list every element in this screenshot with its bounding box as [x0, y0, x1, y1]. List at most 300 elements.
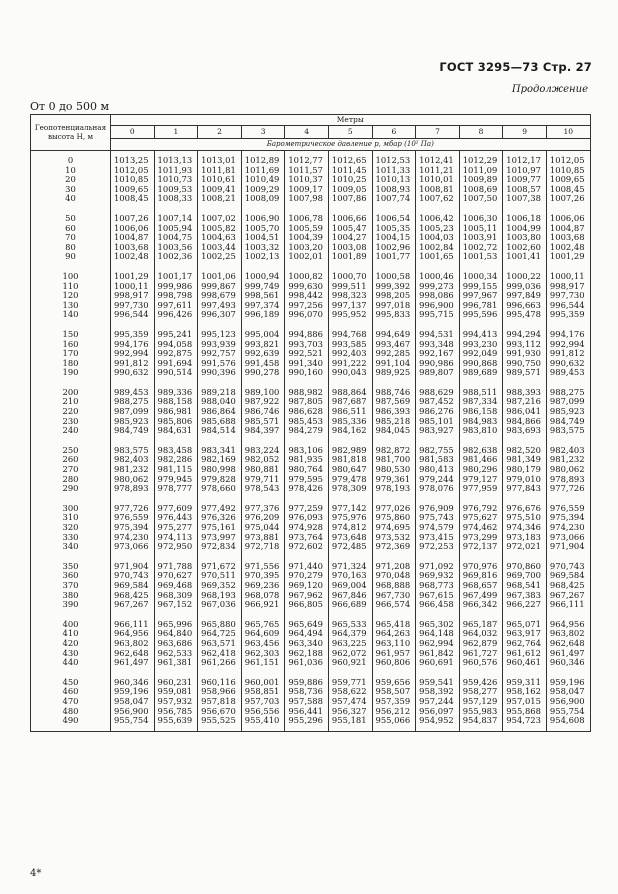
pressure-value: 981,349: [506, 454, 541, 465]
pressure-value: 994,294: [506, 328, 541, 339]
pressure-value: 1009,65: [113, 183, 149, 194]
pressure-cell: [241, 557, 285, 615]
pressure-cell: [285, 325, 329, 383]
height-value: 330: [62, 531, 79, 542]
pressure-value: 1005,23: [419, 222, 454, 233]
pressure-value: 995,952: [331, 309, 367, 320]
pressure-value: 994,531: [419, 328, 454, 339]
pressure-value: 962,648: [549, 637, 585, 648]
pressure-value: 974,462: [462, 522, 498, 532]
pressure-value: 984,983: [462, 415, 498, 426]
pressure-value: 972,718: [244, 541, 280, 552]
pressure-value: 965,302: [419, 618, 454, 629]
pressure-value: 972,834: [201, 541, 236, 552]
pressure-cell: [372, 209, 416, 267]
pressure-cell: [111, 441, 155, 499]
pressure-value: 988,040: [201, 396, 236, 407]
pressure-cell: [328, 499, 372, 557]
pressure-value: 980,998: [201, 464, 236, 475]
pressure-cell: [503, 441, 547, 499]
pressure-value: 1006,78: [288, 212, 323, 223]
pressure-value: 983,810: [462, 425, 498, 436]
pressure-value: 1010,85: [113, 174, 149, 185]
pressure-value: 987,099: [113, 406, 149, 417]
pressure-value: 1007,02: [201, 212, 236, 223]
pressure-value: 963,917: [506, 628, 541, 639]
pressure-value: 972,369: [375, 541, 411, 552]
height-cell: [31, 151, 111, 209]
pressure-cell: [198, 383, 242, 441]
pressure-value: 998,917: [113, 290, 149, 301]
pressure-value: 989,925: [375, 367, 411, 378]
pressure-cell: [285, 267, 329, 325]
pressure-value: 966,342: [462, 599, 498, 610]
pressure-value: 997,730: [549, 290, 585, 301]
pressure-value: 966,805: [288, 599, 323, 610]
pressure-value: 991,812: [549, 348, 585, 359]
height-value: 430: [62, 647, 79, 658]
pressure-value: 975,277: [157, 522, 193, 532]
pressure-value: 967,615: [419, 589, 454, 600]
pressure-value: 965,418: [375, 618, 411, 629]
pressure-cell: [372, 615, 416, 673]
height-value: 450: [62, 676, 79, 687]
pressure-value: 1010,49: [244, 174, 280, 185]
pressure-value: 955,181: [331, 715, 367, 726]
pressure-value: 975,044: [244, 522, 280, 532]
pressure-value: 985,923: [113, 415, 149, 426]
pressure-cell: [198, 325, 242, 383]
pressure-value: 961,497: [549, 647, 585, 658]
pressure-value: 959,541: [419, 676, 454, 687]
pressure-value: 974,812: [331, 522, 367, 532]
pressure-value: 974,695: [375, 522, 411, 532]
pressure-cell: [416, 499, 460, 557]
pressure-value: 982,052: [244, 454, 280, 465]
pressure-value: 960,461: [506, 657, 541, 668]
pressure-value: 961,381: [157, 657, 193, 668]
pressure-value: 976,093: [288, 512, 323, 523]
pressure-cell: [459, 325, 503, 383]
pressure-cell: [241, 615, 285, 673]
pressure-value: 986,158: [462, 406, 498, 417]
pressure-value: 991,930: [506, 348, 541, 359]
pressure-value: 992,049: [462, 348, 498, 359]
pressure-value: 980,413: [419, 464, 454, 475]
height-value: 340: [62, 541, 79, 552]
pressure-cell: [111, 673, 155, 731]
table-row-group: [31, 383, 591, 441]
pressure-value: 958,622: [331, 686, 367, 697]
pressure-value: 973,066: [549, 531, 585, 542]
height-value: 120: [62, 290, 79, 301]
pressure-value: 997,256: [288, 299, 323, 310]
table-row-group: [31, 151, 591, 209]
height-value: 140: [62, 309, 79, 320]
pressure-value: 1007,50: [462, 193, 498, 204]
pressure-value: 959,081: [157, 686, 193, 697]
height-value: 490: [62, 715, 79, 726]
pressure-cell: [285, 499, 329, 557]
height-cell: [31, 673, 111, 731]
pressure-value: 974,928: [288, 522, 323, 532]
pressure-value: 983,458: [157, 444, 193, 455]
pressure-value: 995,359: [549, 309, 585, 320]
pressure-value: 989,689: [462, 367, 498, 378]
pressure-value: 966,111: [113, 618, 149, 629]
pressure-value: 1008,33: [157, 193, 193, 204]
table-row-group: [31, 673, 591, 731]
height-value: 180: [62, 357, 79, 368]
table-row-group: [31, 615, 591, 673]
pressure-value: 991,576: [201, 357, 236, 368]
pressure-value: 967,383: [506, 589, 541, 600]
pressure-value: 970,279: [288, 570, 323, 581]
pressure-value: 963,225: [331, 637, 367, 648]
pressure-value: 962,188: [288, 647, 323, 658]
pressure-value: 992,994: [549, 338, 585, 349]
pressure-value: 963,456: [244, 637, 280, 648]
pressure-cell: [416, 151, 460, 209]
height-cell: [31, 441, 111, 499]
table-row-group: [31, 441, 591, 499]
pressure-cell: [111, 557, 155, 615]
pressure-value: 1013,01: [201, 155, 236, 165]
pressure-value: 970,163: [331, 570, 367, 581]
pressure-value: 1004,87: [549, 222, 585, 233]
pressure-cell: [111, 499, 155, 557]
pressure-value: 1013,25: [113, 155, 149, 165]
pressure-value: 998,323: [331, 290, 367, 301]
pressure-value: 964,379: [331, 628, 367, 639]
pressure-value: 1012,53: [375, 155, 411, 165]
pressure-cell: [111, 267, 155, 325]
pressure-value: 1012,41: [419, 155, 454, 165]
pressure-value: 1008,45: [113, 193, 149, 204]
height-value: 0: [67, 155, 74, 165]
pressure-value: 1000,70: [331, 270, 367, 281]
pressure-value: 971,904: [549, 541, 585, 552]
pressure-value: 969,004: [331, 579, 367, 590]
pressure-value: 972,485: [331, 541, 367, 552]
pressure-value: 967,267: [113, 599, 149, 610]
pressure-value: 963,340: [288, 637, 323, 648]
pressure-cell: [154, 499, 198, 557]
pressure-value: 961,151: [244, 657, 280, 668]
pressure-value: 1005,82: [201, 222, 236, 233]
pressure-value: 956,556: [244, 705, 280, 716]
pressure-value: 973,066: [113, 541, 149, 552]
pressure-cell: [241, 325, 285, 383]
pressure-value: 957,818: [201, 695, 236, 706]
pressure-value: 984,045: [375, 425, 411, 436]
pressure-value: 998,205: [375, 290, 411, 301]
pressure-value: 968,425: [549, 579, 585, 590]
pressure-value: 975,743: [419, 512, 454, 523]
height-value: 290: [62, 483, 79, 494]
pressure-value: 992,521: [288, 348, 323, 359]
pressure-value: 985,101: [419, 415, 454, 426]
pressure-value: 1012,05: [113, 164, 149, 175]
height-value: 190: [62, 367, 79, 378]
pressure-value: 999,749: [244, 280, 280, 291]
pressure-value: 999,630: [288, 280, 323, 291]
height-value: 100: [62, 270, 79, 281]
pressure-value: 997,493: [201, 299, 236, 310]
height-value: 250: [62, 444, 79, 455]
pressure-value: 960,921: [331, 657, 367, 668]
pressure-cell: [372, 441, 416, 499]
pressure-value: 970,860: [506, 560, 541, 571]
pressure-cell: [154, 325, 198, 383]
pressure-value: 987,452: [419, 396, 454, 407]
pressure-value: 1000,11: [549, 270, 585, 281]
pressure-cell: [459, 557, 503, 615]
pressure-value: 966,227: [506, 599, 541, 610]
table-row-group: [31, 557, 591, 615]
pressure-value: 1007,38: [506, 193, 541, 204]
pressure-cell: [241, 151, 285, 209]
pressure-value: 986,041: [506, 406, 541, 417]
pressure-value: 975,860: [375, 512, 411, 523]
pressure-cell: [459, 151, 503, 209]
pressure-value: 988,982: [288, 386, 323, 397]
pressure-value: 987,687: [331, 396, 367, 407]
table-row-group: [31, 267, 591, 325]
pressure-value: 961,266: [201, 657, 236, 668]
pressure-value: 1004,27: [331, 232, 367, 243]
table-body: [31, 151, 591, 732]
pressure-value: 1008,09: [244, 193, 280, 204]
pressure-cell: [328, 615, 372, 673]
pressure-value: 1002,96: [375, 241, 411, 252]
pressure-value: 985,806: [157, 415, 193, 426]
pressure-value: 954,952: [419, 715, 454, 726]
pressure-value: 957,474: [331, 695, 367, 706]
pressure-value: 966,574: [375, 599, 411, 610]
pressure-value: 1007,62: [419, 193, 454, 204]
pressure-value: 957,588: [288, 695, 323, 706]
pressure-value: 1001,89: [331, 251, 367, 262]
pressure-value: 985,453: [288, 415, 323, 426]
pressure-value: 976,209: [244, 512, 280, 523]
pressure-value: 1003,80: [506, 232, 541, 243]
pressure-value: 1002,60: [506, 241, 541, 252]
pressure-value: 955,754: [549, 705, 585, 716]
pressure-cell: [372, 383, 416, 441]
pressure-value: 1010,85: [549, 164, 585, 175]
pressure-cell: [111, 325, 155, 383]
pressure-cell: [241, 673, 285, 731]
pressure-cell: [285, 615, 329, 673]
pressure-value: 1003,68: [549, 232, 585, 243]
pressure-value: 955,410: [244, 715, 280, 726]
pressure-cell: [459, 383, 503, 441]
height-cell: [31, 499, 111, 557]
pressure-cell: [546, 209, 590, 267]
pressure-cell: [328, 557, 372, 615]
pressure-value: 1000,46: [419, 270, 454, 281]
pressure-value: 956,900: [113, 705, 149, 716]
pressure-value: 985,688: [201, 415, 236, 426]
pressure-value: 968,773: [419, 579, 454, 590]
continuation-label: Продолжение: [511, 84, 588, 95]
pressure-cell: [154, 151, 198, 209]
pressure-value: 956,785: [157, 705, 193, 716]
column-header: 5: [328, 126, 372, 139]
pressure-cell: [154, 557, 198, 615]
pressure-value: 980,881: [244, 464, 280, 475]
pressure-value: 974,230: [113, 531, 149, 542]
pressure-value: 962,648: [113, 647, 149, 658]
pressure-value: 979,244: [419, 473, 454, 484]
pressure-value: 964,609: [244, 628, 280, 639]
column-header: 9: [503, 126, 547, 139]
pressure-value: 995,123: [201, 328, 236, 339]
height-cell: [31, 325, 111, 383]
pressure-cell: [546, 615, 590, 673]
pressure-value: 1001,77: [375, 251, 411, 262]
pressure-value: 976,676: [506, 502, 541, 513]
column-header: 6: [372, 126, 416, 139]
pressure-value: 1000,82: [288, 270, 323, 281]
pressure-value: 964,148: [419, 628, 454, 639]
pressure-value: 998,679: [201, 290, 236, 301]
pressure-value: 1009,29: [244, 183, 280, 194]
pressure-value: 973,881: [244, 531, 280, 542]
pressure-value: 997,374: [244, 299, 280, 310]
pressure-value: 967,152: [157, 599, 193, 610]
pressure-cell: [416, 441, 460, 499]
pressure-value: 986,393: [375, 406, 411, 417]
pressure-value: 961,497: [113, 657, 149, 668]
pressure-value: 989,218: [201, 386, 236, 397]
height-value: 90: [65, 251, 76, 262]
pressure-value: 968,078: [244, 589, 280, 600]
pressure-value: 972,253: [419, 541, 454, 552]
pressure-value: 989,453: [549, 367, 585, 378]
pressure-value: 1003,20: [288, 241, 323, 252]
pressure-value: 1001,06: [201, 270, 236, 281]
height-value: 40: [65, 193, 76, 204]
pressure-value: 979,478: [331, 473, 367, 484]
pressure-value: 957,359: [375, 695, 411, 706]
pressure-value: 997,730: [113, 299, 149, 310]
pressure-value: 998,561: [244, 290, 280, 301]
pressure-value: 1010,61: [201, 174, 236, 185]
pressure-value: 970,743: [549, 560, 585, 571]
pressure-value: 983,224: [244, 444, 280, 455]
pressure-value: 990,986: [419, 357, 454, 368]
height-value: 410: [62, 628, 79, 639]
pressure-value: 968,309: [157, 589, 193, 600]
pressure-value: 971,208: [375, 560, 411, 571]
height-value: 360: [62, 570, 79, 581]
pressure-value: 993,821: [244, 338, 280, 349]
pressure-value: 958,392: [419, 686, 454, 697]
pressure-value: 955,983: [462, 705, 498, 716]
pressure-value: 982,403: [549, 444, 585, 455]
pressure-value: 965,187: [462, 618, 498, 629]
pressure-value: 1009,53: [157, 183, 193, 194]
pressure-value: 983,693: [506, 425, 541, 436]
pressure-value: 1011,93: [157, 164, 193, 175]
pressure-value: 968,657: [462, 579, 498, 590]
pressure-value: 969,468: [157, 579, 193, 590]
pressure-cell: [503, 615, 547, 673]
height-value: 230: [62, 415, 79, 426]
pressure-value: 1002,48: [113, 251, 149, 262]
pressure-value: 964,956: [113, 628, 149, 639]
pressure-value: 977,726: [113, 502, 149, 513]
pressure-value: 963,571: [201, 637, 236, 648]
pressure-value: 1006,06: [113, 222, 149, 233]
pressure-value: 987,334: [462, 396, 498, 407]
pressure-cell: [503, 499, 547, 557]
pressure-value: 998,917: [549, 280, 585, 291]
pressure-value: 1008,81: [419, 183, 454, 194]
pressure-value: 965,071: [506, 618, 541, 629]
pressure-value: 1009,41: [201, 183, 236, 194]
column-header: 10: [546, 126, 590, 139]
pressure-value: 974,113: [157, 531, 193, 542]
pressure-value: 1006,42: [419, 212, 454, 223]
pressure-value: 972,137: [462, 541, 498, 552]
pressure-value: 980,062: [549, 464, 585, 475]
height-value: 460: [62, 686, 79, 697]
pressure-value: 957,129: [462, 695, 498, 706]
pressure-value: 960,231: [157, 676, 193, 687]
pressure-value: 959,656: [375, 676, 411, 687]
pressure-value: 987,805: [288, 396, 323, 407]
pressure-value: 955,066: [375, 715, 411, 726]
pressure-value: 984,631: [157, 425, 193, 436]
pressure-cell: [546, 441, 590, 499]
pressure-value: 957,932: [157, 695, 193, 706]
pressure-value: 965,880: [201, 618, 236, 629]
pressure-value: 959,886: [288, 676, 323, 687]
pressure-value: 999,867: [201, 280, 236, 291]
pressure-value: 963,802: [113, 637, 149, 648]
pressure-value: 978,076: [419, 483, 454, 494]
pressure-value: 958,277: [462, 686, 498, 697]
pressure-value: 958,047: [113, 695, 149, 706]
pressure-value: 1012,17: [506, 155, 541, 165]
height-value: 320: [62, 522, 79, 532]
pressure-value: 966,458: [419, 599, 454, 610]
pressure-value: 960,576: [462, 657, 498, 668]
pressure-value: 984,514: [201, 425, 236, 436]
pressure-cell: [285, 151, 329, 209]
pressure-value: 998,086: [419, 290, 454, 301]
pressure-value: 964,956: [549, 618, 585, 629]
pressure-value: 977,492: [201, 502, 236, 513]
height-value: 210: [62, 396, 79, 407]
pressure-value: 973,532: [375, 531, 411, 542]
height-cell: [31, 209, 111, 267]
pressure-value: 976,909: [419, 502, 454, 513]
pressure-cell: [459, 615, 503, 673]
pressure-value: 991,694: [157, 357, 193, 368]
pressure-value: 981,818: [331, 454, 367, 465]
height-value: 300: [62, 502, 79, 513]
pressure-value: 967,730: [375, 589, 411, 600]
pressure-value: 1006,18: [506, 212, 541, 223]
pressure-value: 971,904: [113, 560, 149, 571]
pressure-value: 959,196: [113, 686, 149, 697]
column-header: 1: [154, 126, 198, 139]
pressure-value: 978,193: [375, 483, 411, 494]
